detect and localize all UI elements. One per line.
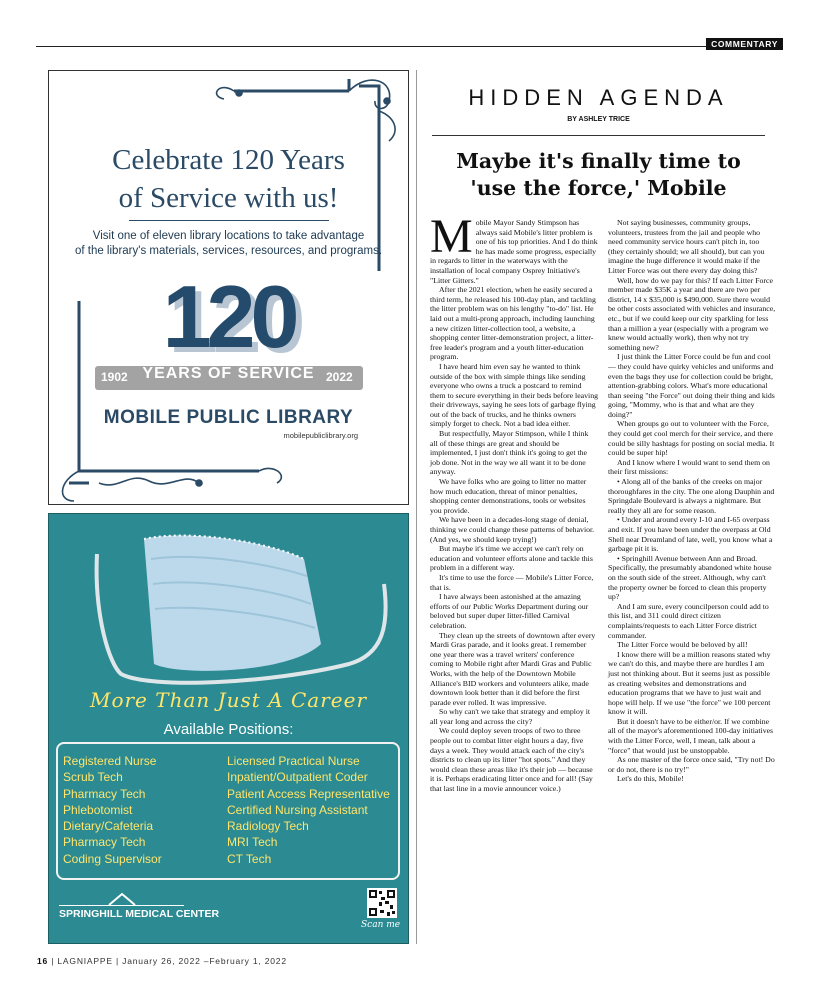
paragraph: • Springhill Avenue between Ann and Broad. Specifically, the presumably abandoned white house on the south side of the street. Although, why can't the property owner be forced to clean this property up? [608, 553, 772, 602]
paragraph: We could deploy seven troops of two to three people out to combat litter eight hours a day, five days a week. They would attack each of the city's districts to clean up its litter "hot spots." And they would clean these areas like it's their job — because it is. Perhaps eradicating litter once and for all! (Say that last line in a movie announcer voice.) [430, 726, 593, 794]
position-item: Inpatient/Outpatient Coder [227, 770, 368, 785]
paragraph: They clean up the streets of downtown after every Mardi Gras parade, and it looks great. I remember one year there was a travel writers' conference coming to Mobile right after Mardi Gras and Public Works, with the help of the Downtown Mobile Alliance's BID workers and volunteers alike, made downtown look better than it did before the first parade ever rolled. It was impressive. [430, 630, 596, 707]
available-positions-heading: Available Positions: [163, 721, 294, 738]
header-rule [432, 135, 765, 136]
paragraph: We have folks who are going to litter no matter how much education, threat of minor penalties, shopping center demonstrations, tools or websites you provide. [430, 477, 587, 515]
position-item: Pharmacy Tech [63, 835, 146, 850]
paragraph: Mobile Mayor Sandy Stimpson has always said Mobile's litter problem is one of his top priorities. And I do think he has made some progress, especially in regards to litter in the waterways with the installation of local company Osprey Initiative's "Litter Gitters." [430, 210, 598, 285]
library-ad-rule [129, 220, 329, 221]
page-footer [37, 956, 287, 966]
position-item: Radiology Tech [227, 819, 309, 834]
paragraph: • Under and around every I-10 and I-65 overpass and exit. If you have been under the overpass at Old Shell near Dreamland of late, well, you know what a garbage pit it is. [608, 515, 773, 554]
paragraph: I just think the Litter Force could be fun and cool — they could have quirky vehicles and uniforms and even the bags they use for collection could be bright, attention-grabbing colors. What's more educational than seeing "the Force" out doing their thing and kids going, "Mommy, who is that and what are they doing?" [608, 352, 775, 419]
paragraph: I have heard him even say he wanted to think outside of the box with simple things like sending everyone who owns a truck a postcard to remind them to secure everything in their beds before leaving their driveways, saying he sees lots of garbage flying out of the back of trucks, and he thinks owners simply forget to check. Not a bad idea either. [430, 361, 599, 429]
paragraph: And I know where I would want to send them on their first missions: [608, 457, 770, 477]
library-ad-subtext: Visit one of eleven library locations to take advantage of the library's materials, services, resources, and programs. [74, 230, 383, 257]
hospital-logo: SPRINGHILL MEDICAL CENTER [59, 908, 220, 920]
paragraph: The Litter Force would be beloved by all! [617, 640, 748, 650]
article-headline: Maybe it's finally time to 'use the force,' Mobile [456, 149, 741, 200]
anniversary-number: 120 [162, 267, 295, 366]
top-rule [36, 46, 783, 47]
positions-left-list [63, 753, 162, 867]
paragraph: So why can't we take that strategy and employ it all year long and across the city? [430, 707, 591, 726]
paragraph: Not saying businesses, community groups, volunteers, trustees from the jail and people who need community service hours can't pitch in, too (they certainly should; we all should), but can you imagine the huge difference it would make if the Litter Force was out there every day doing this? [608, 218, 765, 275]
paragraph: When groups go out to volunteer with the Force, they could get cool merch for their service, and there could be silly hashtags for posting on social media. It could be super hip! [608, 419, 775, 458]
article-column-2 [608, 218, 776, 784]
year-end: 2022 [326, 370, 353, 384]
paragraph: We have been in a decades-long stage of denial, thinking we could change these patterns of behavior. (And yes, we should keep trying!) [430, 515, 595, 544]
paragraph: Let's do this, Mobile! [617, 774, 684, 784]
page-number: 16 [37, 956, 49, 966]
paragraph: Well, how do we pay for this? If each Litter Force member made $35K a year and there are two per district, 14 x $35,000 is $490,000. Sure there would be other costs associated with vehicles and insurance, etc., but if we could keep our city sparkling for less than a million a year (especially with a program we knew would actually work), then why not try something new? [608, 275, 776, 352]
position-item: Patient Access Representative [227, 786, 390, 801]
paragraph: As one master of the force once said, "Try not! Do or do not, there is no try!" [608, 755, 775, 774]
paragraph: But maybe it's time we accept we can't rely on education and volunteer efforts alone and tackle this problem in a different way. [430, 544, 593, 573]
section-label: COMMENTARY [706, 38, 783, 50]
position-item: Coding Supervisor [63, 851, 162, 866]
years-of-service-banner: YEARS OF SERVICE [142, 365, 315, 382]
career-tagline: More Than Just A Career [89, 688, 368, 712]
position-item: Registered Nurse [63, 754, 157, 768]
footer-sep: | [51, 956, 58, 966]
paragraph: But it doesn't have to be either/or. If we combine all of the mayor's aforementioned 100-day initiatives with the Litter Force, well, I mean, talk about a "force" that would just be unstoppable. [608, 716, 774, 755]
position-item: Dietary/Cafeteria [63, 819, 154, 834]
qr-code-icon[interactable] [367, 888, 397, 918]
column-title: HIDDEN AGENDA [468, 85, 729, 110]
position-item: Scrub Tech [63, 770, 123, 785]
issue-dates: January 26, 2022 –February 1, 2022 [122, 956, 287, 966]
article-column-1 [430, 210, 599, 794]
footer-sep: | [115, 956, 123, 966]
position-item: Licensed Practical Nurse [227, 754, 360, 768]
paragraph: I know there will be a million reasons stated why we can't do this, and maybe there are hurdles I am just not thinking about. But it seems just as possible as creating websites and demonstrations and education programs that we have to just wait and hope will help. If we use "the force" we 100 percent know it will. [608, 649, 771, 717]
paragraph: It's time to use the force — Mobile's Litter Force, that is. [430, 572, 594, 592]
paragraph: And I am sure, every councilperson could add to this list, and 311 could direct citizen complaints/requests to each Litter Force district commander. [608, 601, 769, 640]
paragraph: I have always been astonished at the amazing efforts of our Public Works Department during our beloved but super duper litter-filled Carnival celebration. [430, 592, 589, 630]
year-start: 1902 [101, 370, 128, 384]
library-url[interactable]: mobilepubliclibrary.org [283, 431, 358, 440]
paragraph: But respectfully, Mayor Stimpson, while I think all of these things are great and should be implemented, I just don't think it's going to get the job done. Not in the way we all want it to be done anyway. [430, 429, 589, 477]
hospital-ad[interactable] [48, 513, 409, 944]
position-item: Certified Nursing Assistant [227, 802, 368, 817]
drop-cap: M [430, 210, 473, 263]
scan-me-label: Scan me [361, 920, 401, 930]
column-divider [416, 70, 417, 944]
paragraph: • Along all of the banks of the creeks on major thoroughfares in the city. The one along Dauphin and Springdale Boulevard is always a nightmare. But really they all are for some reason. [608, 477, 775, 515]
library-name: MOBILE PUBLIC LIBRARY [103, 407, 354, 428]
byline: BY ASHLEY TRICE [567, 116, 630, 123]
position-item: Phlebotomist [63, 802, 133, 817]
position-item: MRI Tech [227, 835, 278, 850]
positions-right-list [227, 753, 390, 867]
position-item: CT Tech [227, 851, 272, 866]
paragraph: After the 2021 election, when he easily secured a third term, he released his 100-day plan, and tackling the litter problem was on his lengthy "to-do" list. He laid out a multi-prong approach, including launching a new citizen litter-collection tool, a website, a shopping center litter-demonstration project, a litter-free leader's program and a youth litter-education program. [430, 285, 596, 362]
library-ad-headline: Celebrate 120 Years of Service with us! [112, 144, 345, 214]
library-ad[interactable] [48, 70, 409, 505]
hospital-logo-rule [59, 905, 184, 906]
publication-name: LAGNIAPPE [57, 956, 113, 966]
face-mask-icon [49, 514, 409, 689]
position-item: Pharmacy Tech [63, 786, 146, 801]
